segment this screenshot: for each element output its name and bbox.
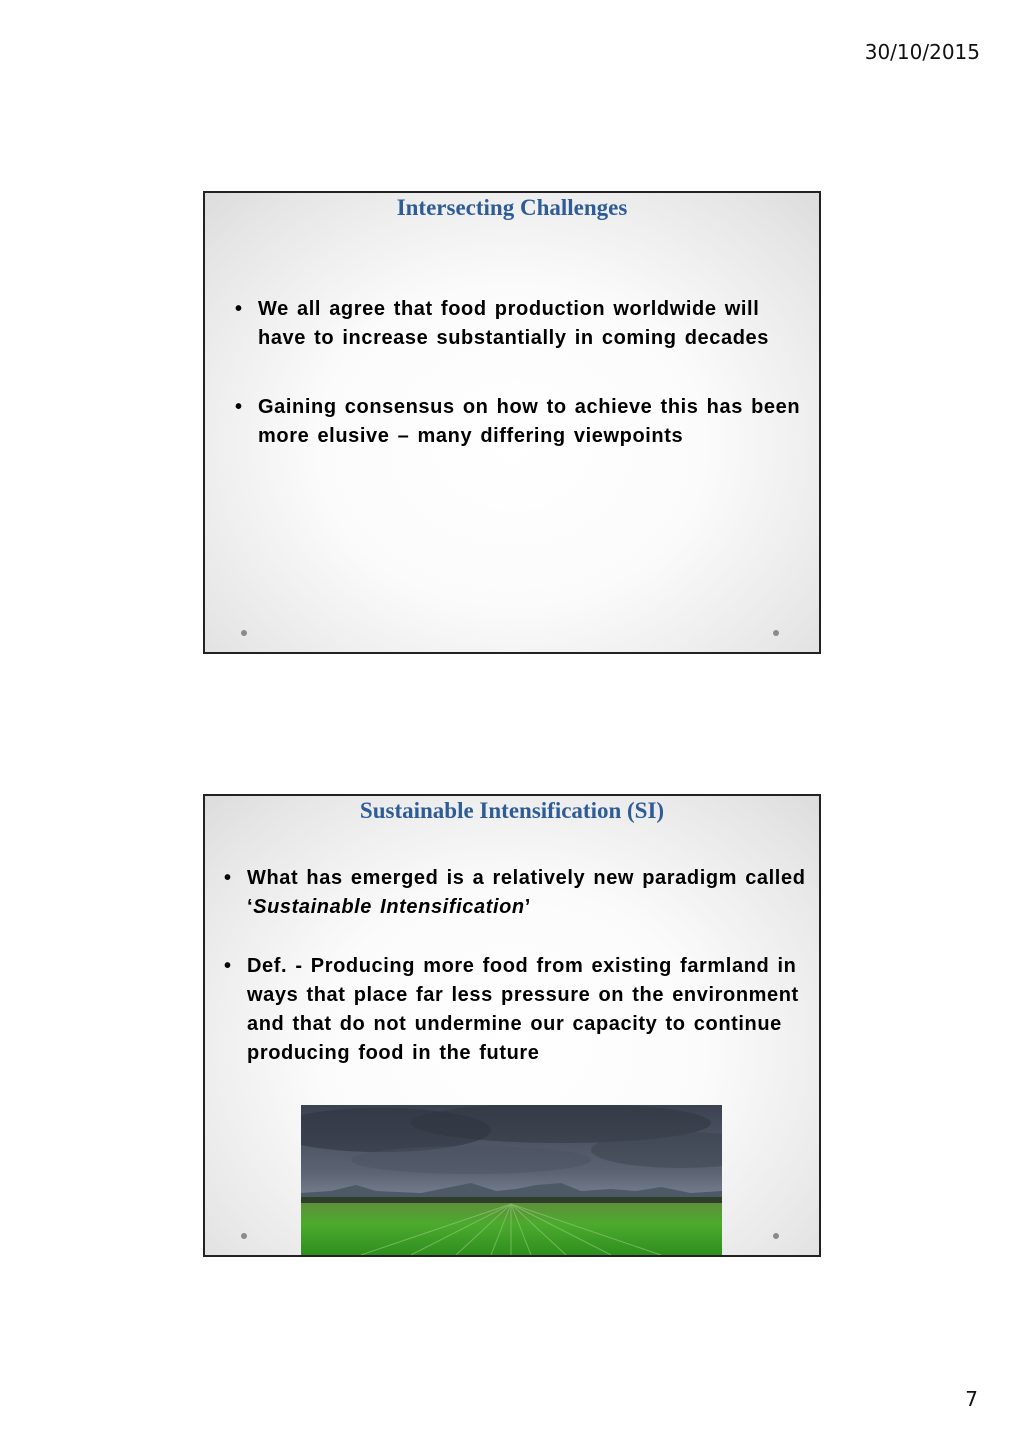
- bullet-text: Gaining consensus on how to achieve this has been more elusive – many differing viewpoints: [258, 396, 801, 447]
- slide-sustainable-intensification: [203, 794, 821, 1257]
- slide-intersecting-challenges: [203, 191, 821, 654]
- bullet-text-before: What has emerged is a relatively new paradigm called ‘: [247, 867, 806, 918]
- slide-corner-dot-icon: [773, 630, 779, 636]
- bullet-text: Def. - Producing more food from existing farmland in ways that place far less pressure on the environment and that do not undermine our capacity to continue producing food in the future: [247, 955, 799, 1064]
- slide-title: Sustainable Intensification (SI): [359, 798, 665, 823]
- page-date: 30/10/2015: [864, 40, 980, 64]
- bullet-icon: •: [235, 298, 243, 320]
- slide-corner-dot-icon: [241, 630, 247, 636]
- bullet-list: [233, 295, 803, 451]
- bullet-list: [222, 864, 807, 1068]
- bullet-icon: •: [224, 955, 232, 977]
- bullet-item: [222, 952, 807, 1068]
- bullet-icon: •: [224, 867, 232, 889]
- slide-title: Intersecting Challenges: [396, 195, 628, 220]
- farmland-photo-icon: [301, 1105, 722, 1255]
- slide-corner-dot-icon: [241, 1233, 247, 1239]
- bullet-text-after: ’: [524, 896, 531, 918]
- bullet-item: [222, 864, 807, 922]
- slide-corner-dot-icon: [773, 1233, 779, 1239]
- bullet-text: [247, 867, 806, 918]
- page-number: 7: [965, 1387, 978, 1411]
- bullet-item: [233, 295, 803, 353]
- bullet-item: [233, 393, 803, 451]
- bullet-text: We all agree that food production worldwide will have to increase substantially in coming decades: [258, 298, 769, 349]
- bullet-icon: •: [235, 396, 243, 418]
- bullet-emphasis: Sustainable Intensification: [253, 896, 525, 918]
